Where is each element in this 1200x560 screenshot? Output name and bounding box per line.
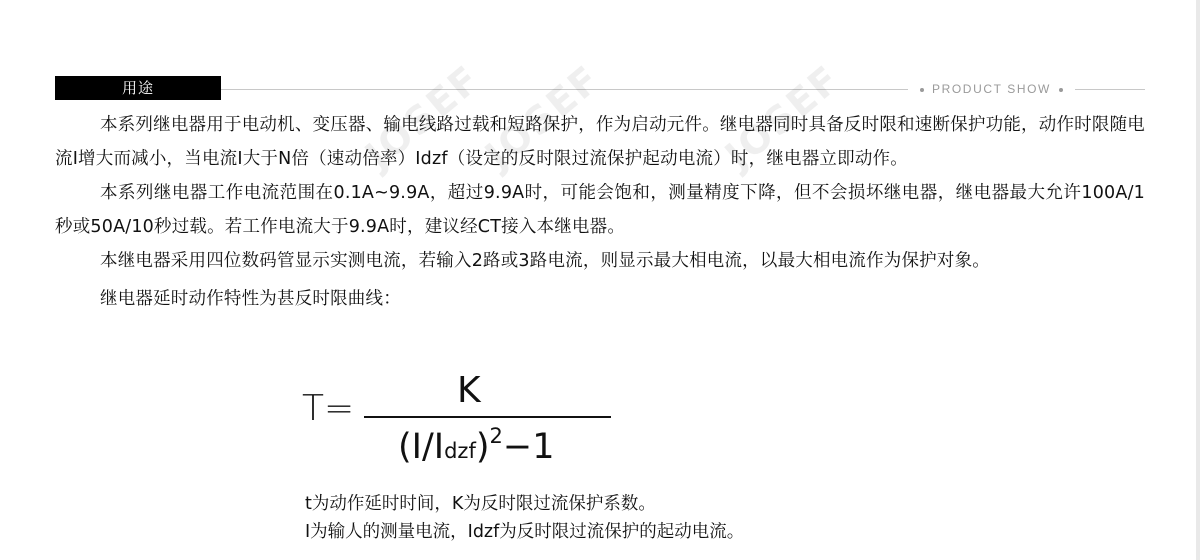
- dot-icon: [920, 88, 924, 92]
- paragraph-display: 本继电器采用四位数码管显示实测电流，若输入2路或3路电流，则显示最大相电流，以最大相电流作为保护对象。: [100, 251, 990, 271]
- den-exponent: 2: [489, 424, 503, 448]
- note-t: t为动作延时时间，K为反时限过流保护系数。: [305, 494, 656, 514]
- note-i: I为输人的测量电流，Idzf为反时限过流保护的起动电流。: [305, 522, 745, 542]
- section-header: [55, 76, 221, 100]
- watermark: JOSEF: [356, 56, 489, 178]
- product-show-text: PRODUCT SHOW: [932, 82, 1051, 96]
- den-open: (I/I: [398, 427, 445, 467]
- formula-notes: [305, 490, 744, 546]
- section-title: 用途: [121, 79, 154, 97]
- den-tail: −1: [502, 427, 555, 467]
- right-edge-border: [1196, 0, 1200, 560]
- den-subscript: dzf: [444, 439, 476, 463]
- formula-numerator: K: [457, 370, 481, 411]
- formula: [302, 370, 622, 475]
- paragraph-usage: 本系列继电器用于电动机、变压器、输电线路过载和短路保护，作为启动元件。继电器同时具备反时限和速断保护功能，动作时限随电流I增大而减小，当电流I大于N倍（速动倍率）Idzf（设定的反时限过流保护起动电流）时，继电器立即动作。: [55, 115, 1145, 169]
- formula-lhs: T=: [302, 388, 355, 429]
- watermark: JOSEF: [716, 56, 849, 178]
- description-body: [55, 108, 1145, 316]
- paragraph-range: 本系列继电器工作电流范围在0.1A~9.9A，超过9.9A时，可能会饱和，测量精度下降，但不会损坏继电器，继电器最大允许100A/1秒或50A/10秒过载。若工作电流大于9.9A时，建议经CT接入本继电器。: [55, 183, 1145, 237]
- dot-icon: [1059, 88, 1063, 92]
- watermark: JOSEF: [476, 56, 609, 178]
- formula-denominator: [398, 424, 555, 467]
- product-show-label: [908, 80, 1075, 98]
- formula-caption: 继电器延时动作特性为甚反时限曲线：: [100, 289, 401, 309]
- den-close: ): [475, 427, 490, 467]
- fraction-bar: [364, 416, 611, 418]
